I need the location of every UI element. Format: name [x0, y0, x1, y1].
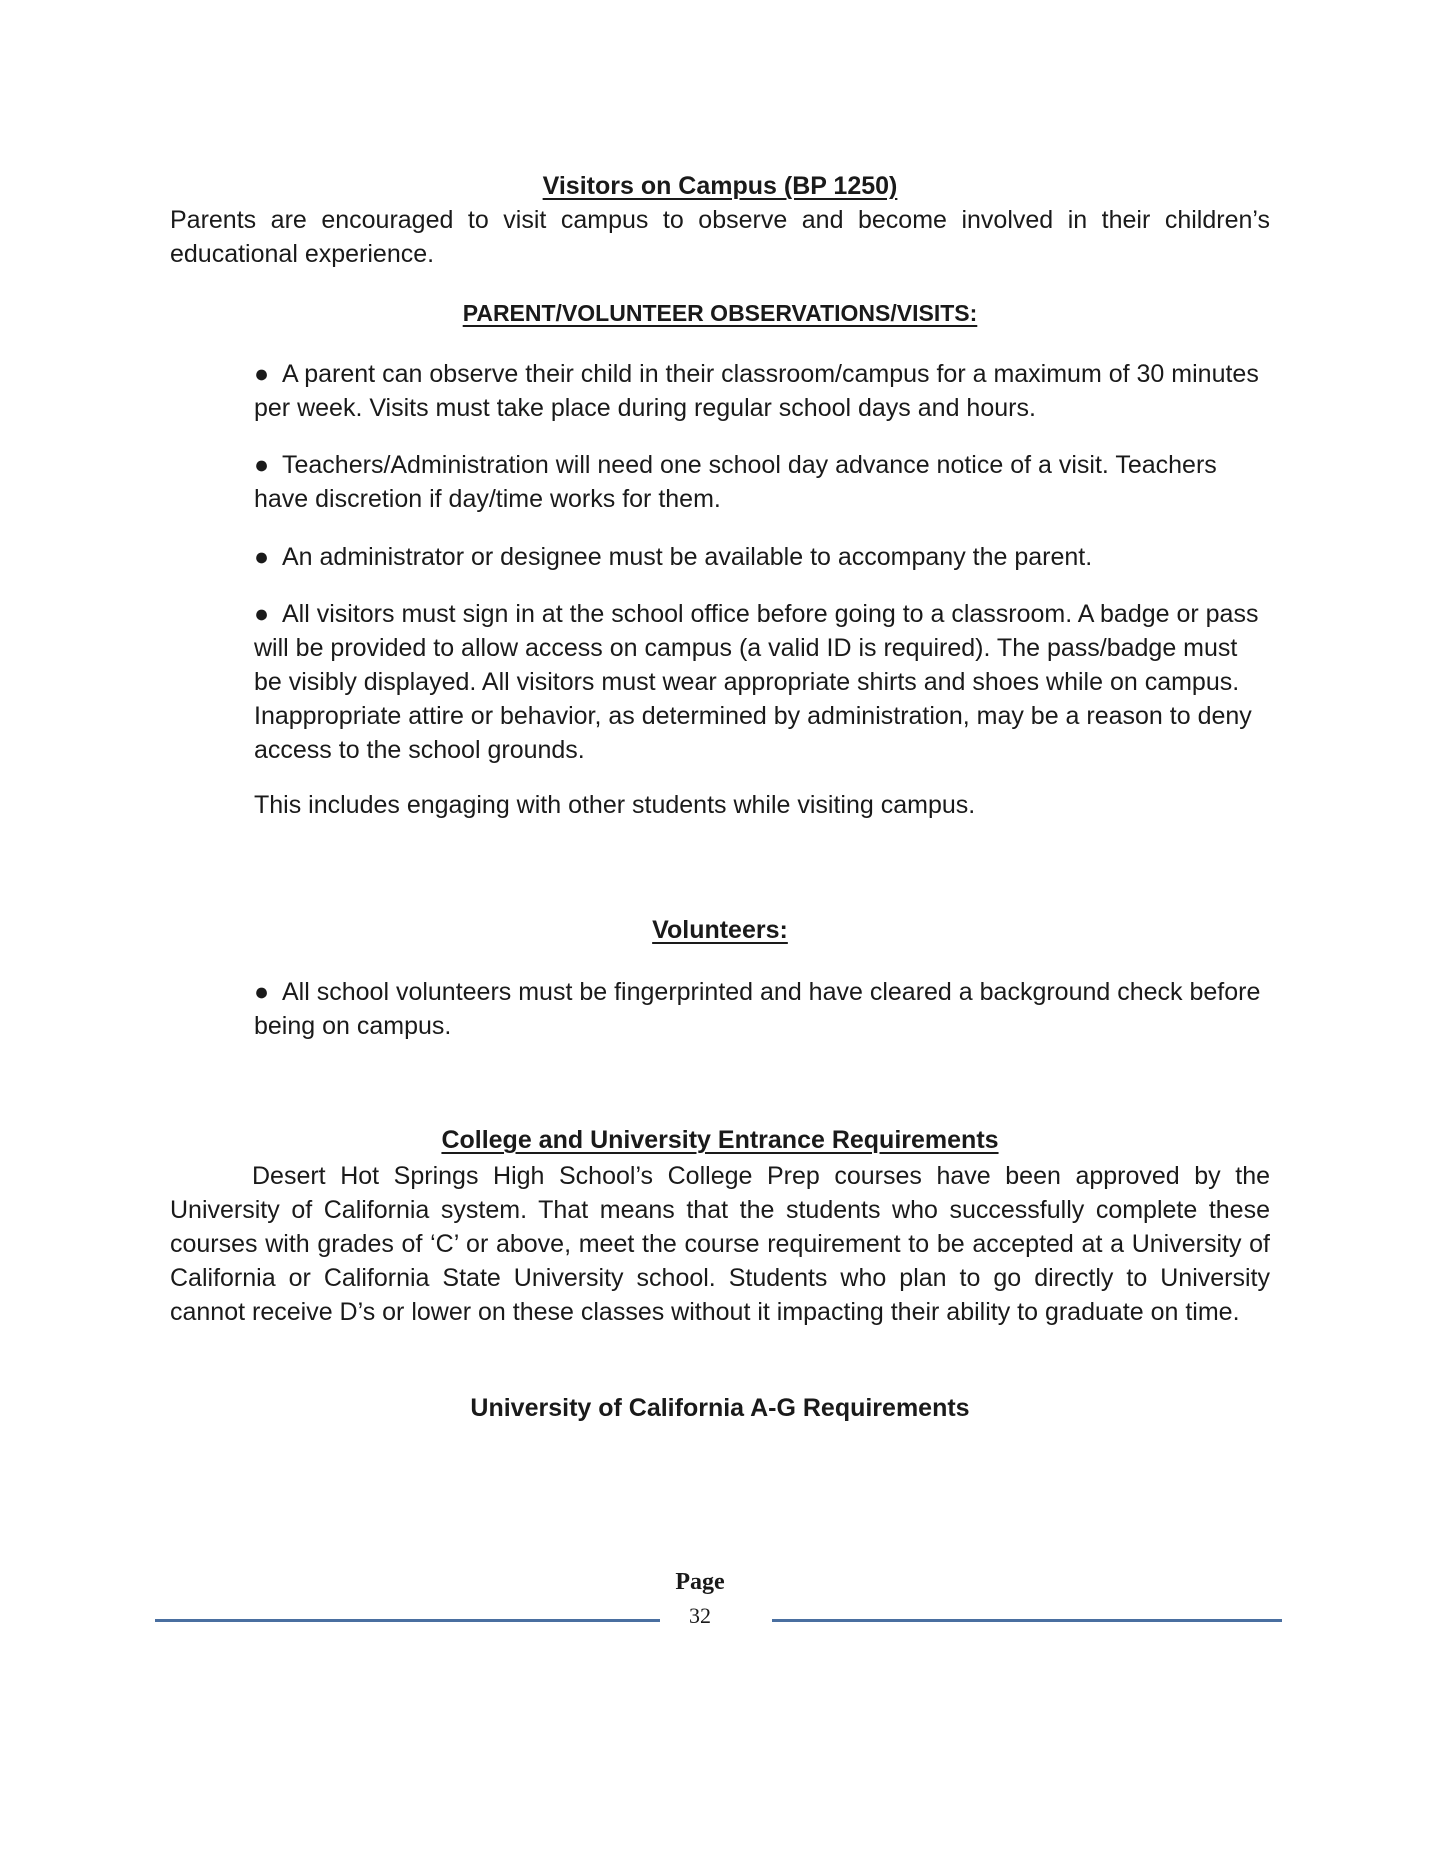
visit-bullet-text: A parent can observe their child in their classroom/campus for a maximum of 30 minutes per week. Visits must take place during regular school days and hours. [254, 360, 1259, 422]
visit-bullet-1 [254, 357, 1264, 425]
ag-requirements-subtitle: University of California A-G Requirements [470, 1394, 970, 1422]
visit-bullet-text: An administrator or designee must be available to accompany the parent. [282, 543, 1093, 571]
college-body: Desert Hot Springs High School’s College Prep courses have been approved by the University of California system. That means that the students who successfully complete these courses with grades of ‘C’ or above, meet the course requirement to be accepted at a University of California or California State University school. Students who plan to go directly to University cannot receive D’s or lower on these classes without it impacting their ability to graduate on time. [170, 1162, 1270, 1326]
visitors-intro: Parents are encouraged to visit campus to observe and become involved in their children’s educational experience. [170, 206, 1270, 268]
bullet-icon: ● [254, 600, 270, 628]
visit-bullet-2 [254, 448, 1264, 516]
volunteer-bullet-1 [254, 975, 1264, 1043]
visit-bullet-3 [254, 540, 1264, 574]
observations-subheading: PARENT/VOLUNTEER OBSERVATIONS/VISITS: [462, 300, 978, 326]
visit-bullet-4 [254, 597, 1264, 767]
visitors-heading: Visitors on Campus (BP 1250) [542, 172, 898, 200]
visit-bullet-text: All visitors must sign in at the school office before going to a classroom. A badge or pass will be provided to allow access on campus (a valid ID is required). The pass/badge must be visibly displayed. All visitors must wear appropriate shirts and shoes while on campus. Inappropriate attire or behavior, as determined by administration, may be a reason to deny access to the school grounds. [254, 600, 1259, 764]
footer-rule-right [772, 1619, 1282, 1622]
footer-page-number: 32 [689, 1603, 711, 1628]
bullet-icon: ● [254, 360, 270, 388]
college-heading: College and University Entrance Requirements [441, 1126, 999, 1154]
footer-rule-left [155, 1619, 660, 1622]
footer-page-label: Page [675, 1569, 725, 1595]
volunteer-bullet-text: All school volunteers must be fingerprinted and have cleared a background check before being on campus. [254, 978, 1261, 1040]
bullet-icon: ● [254, 543, 270, 571]
visitors-closing: This includes engaging with other students while visiting campus. [254, 791, 976, 819]
visit-bullet-text: Teachers/Administration will need one school day advance notice of a visit. Teachers have discretion if day/time works for them. [254, 451, 1217, 513]
bullet-icon: ● [254, 451, 270, 479]
volunteers-heading: Volunteers: [652, 916, 788, 944]
bullet-icon: ● [254, 978, 270, 1006]
